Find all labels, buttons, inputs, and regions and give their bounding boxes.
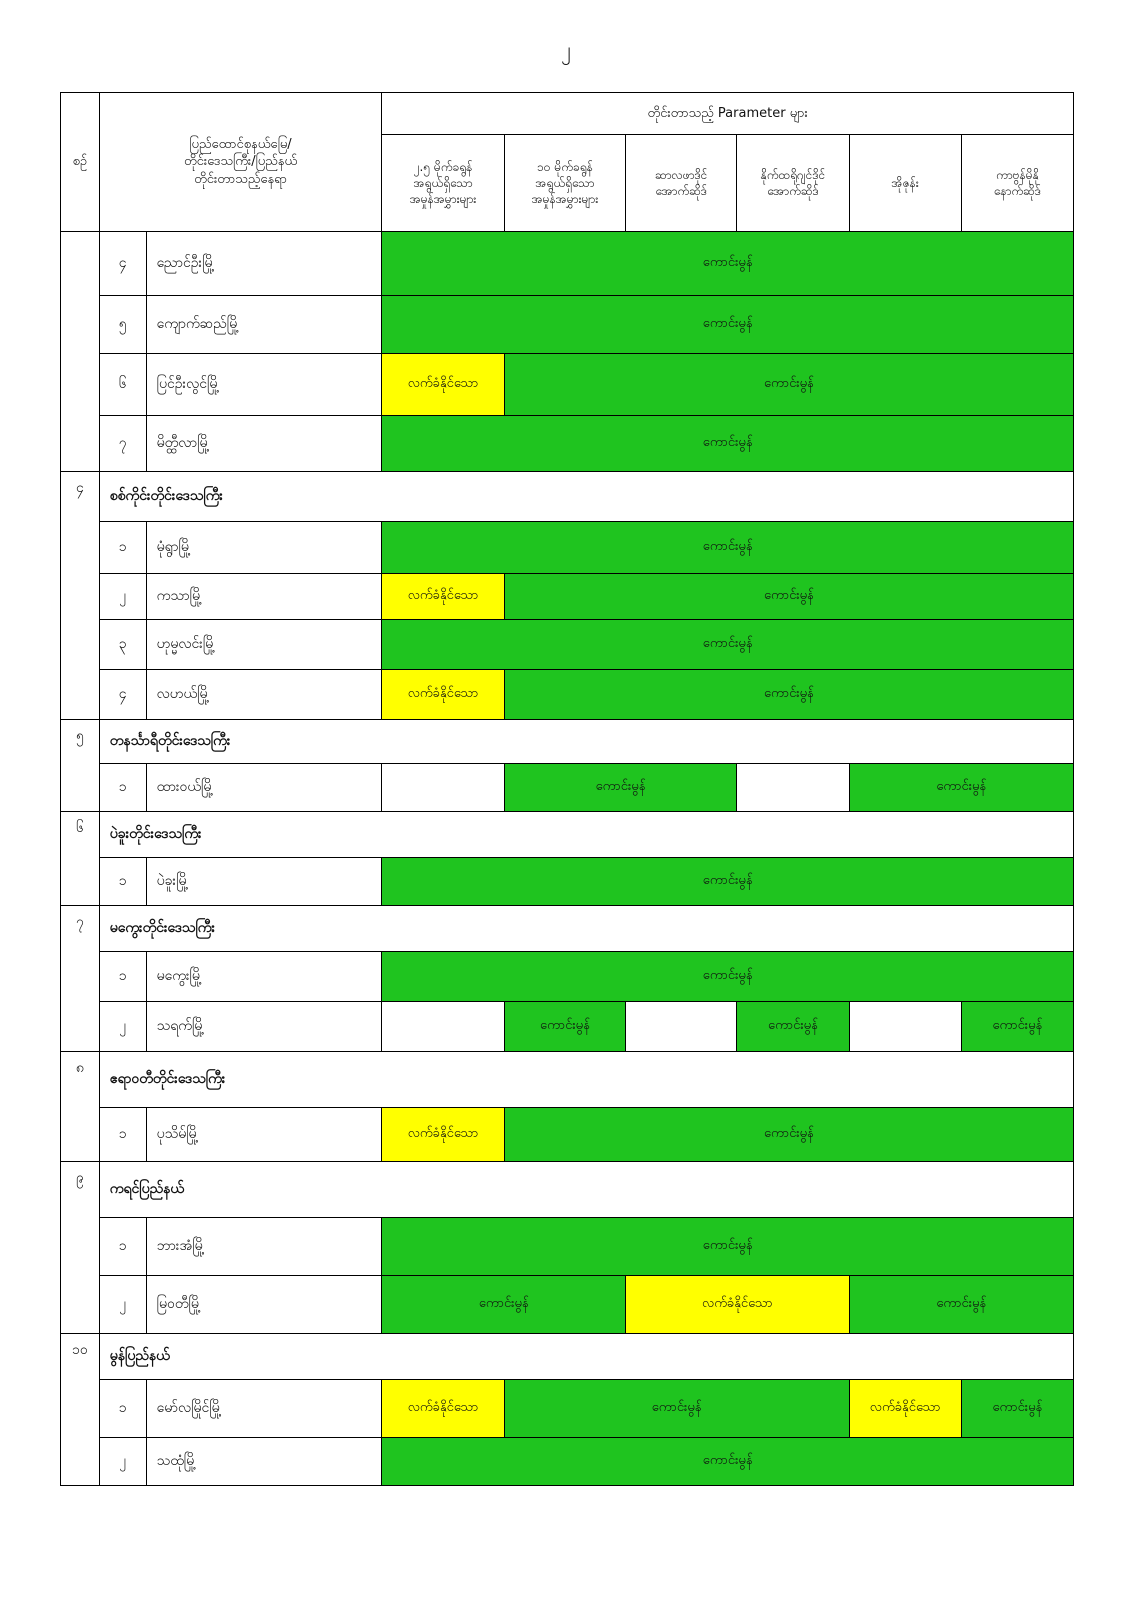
status-cell-good: ကောင်းမွန် <box>382 1438 1074 1486</box>
table-row <box>61 764 1074 812</box>
status-cell-good: ကောင်းမွန် <box>382 296 1074 354</box>
parameter-column-header-line: အိုဇုန်း <box>891 175 919 190</box>
status-cell-good: ကောင်းမွန် <box>382 1276 626 1334</box>
table-row <box>61 354 1074 416</box>
table-row <box>61 574 1074 620</box>
parameter-column-header <box>626 135 737 232</box>
status-cell-good: ကောင်းမွန် <box>382 416 1074 472</box>
group-number: ၄ <box>61 472 100 720</box>
table-row <box>61 296 1074 354</box>
table-row <box>61 620 1074 670</box>
table-row <box>61 1218 1074 1276</box>
region-title: မွန်ပြည်နယ် <box>99 1334 1073 1380</box>
sub-number: ၁ <box>99 1218 146 1276</box>
parameter-column-header-line: နိုက်ထရိုဂျင်ဒိုင် <box>760 167 826 182</box>
sub-number: ၁ <box>99 522 146 574</box>
sub-number: ၃ <box>99 620 146 670</box>
region-title: စစ်ကိုင်းတိုင်းဒေသကြီး <box>99 472 1073 522</box>
parameter-column-header-line: ၂.၅ မိုက်ခရွန် <box>413 159 473 174</box>
city-name: မုံရွာမြို့ <box>146 522 382 574</box>
table-row <box>61 522 1074 574</box>
city-name: မြဝတီမြို့ <box>146 1276 382 1334</box>
status-cell-good: ကောင်းမွန် <box>961 1002 1073 1052</box>
parameter-column-header-line: နောက်ဆိုဒ် <box>993 184 1041 198</box>
sub-number: ၁ <box>99 1108 146 1162</box>
status-cell-good: ကောင်းမွန် <box>382 1218 1074 1276</box>
group-number: ၈ <box>61 1052 100 1162</box>
sub-number: ၂ <box>99 574 146 620</box>
sub-number: ၄ <box>99 670 146 720</box>
status-cell-good: ကောင်းမွန် <box>961 1380 1073 1438</box>
status-cell-moderate: လက်ခံနိုင်သော <box>849 1380 961 1438</box>
sub-number: ၁ <box>99 952 146 1002</box>
city-name: မကွေးမြို့ <box>146 952 382 1002</box>
city-name: ကသာမြို့ <box>146 574 382 620</box>
city-name: ပဲခူးမြို့ <box>146 858 382 906</box>
city-name: မော်လမြိုင်မြို့ <box>146 1380 382 1438</box>
group-number: ၁၀ <box>61 1334 100 1486</box>
table-row <box>61 232 1074 296</box>
location-header-line1: ပြည်ထောင်စုနယ်မြေ/ <box>189 136 292 152</box>
status-cell-good: ကောင်းမွန် <box>504 764 737 812</box>
status-cell-good: ကောင်းမွန် <box>504 1002 625 1052</box>
sub-number: ၂ <box>99 1002 146 1052</box>
location-header <box>99 93 382 232</box>
parameter-column-header-line: အရွယ်ရှိသော <box>535 175 595 190</box>
parameter-column-header-line: ဆာလဖာဒိုင် <box>654 167 708 182</box>
city-name: ထားဝယ်မြို့ <box>146 764 382 812</box>
parameter-column-header <box>382 135 504 232</box>
region-title: ဧရာဝတီတိုင်းဒေသကြီး <box>99 1052 1073 1108</box>
sub-number: ၂ <box>99 1438 146 1486</box>
city-name: သထုံမြို့ <box>146 1438 382 1486</box>
serial-header: စဉ် <box>61 93 100 232</box>
status-cell-moderate: လက်ခံနိုင်သော <box>626 1276 849 1334</box>
status-cell-moderate: လက်ခံနိုင်သော <box>382 670 504 720</box>
status-cell-good: ကောင်းမွန် <box>849 764 1073 812</box>
table-row <box>61 1380 1074 1438</box>
group-row <box>61 812 1074 858</box>
status-cell-good: ကောင်းမွန် <box>382 952 1074 1002</box>
group-row <box>61 720 1074 764</box>
group-row <box>61 1052 1074 1108</box>
parameter-column-header-line: ကာဗွန်မိုနို <box>995 167 1039 182</box>
status-cell-good: ကောင်းမွန် <box>382 522 1074 574</box>
status-cell-empty <box>626 1002 737 1052</box>
status-cell-good: ကောင်းမွန် <box>382 232 1074 296</box>
status-cell-empty <box>737 764 849 812</box>
status-cell-moderate: လက်ခံနိုင်သော <box>382 1108 504 1162</box>
status-cell-good: ကောင်းမွန် <box>504 354 1073 416</box>
group-row <box>61 1162 1074 1218</box>
region-title: မကွေးတိုင်းဒေသကြီး <box>99 906 1073 952</box>
status-cell-good: ကောင်းမွန် <box>504 1380 849 1438</box>
group-row <box>61 906 1074 952</box>
status-cell-good: ကောင်းမွန် <box>504 1108 1073 1162</box>
status-cell-good: ကောင်းမွန် <box>504 574 1073 620</box>
region-title: ကရင်ပြည်နယ် <box>99 1162 1073 1218</box>
status-cell-moderate: လက်ခံနိုင်သော <box>382 1380 504 1438</box>
parameter-column-header-line: ၁၀ မိုက်ခရွန် <box>537 159 593 174</box>
sub-number: ၇ <box>99 416 146 472</box>
parameter-column-header <box>849 135 961 232</box>
parameter-column-header <box>961 135 1073 232</box>
sub-number: ၂ <box>99 1276 146 1334</box>
sub-number: ၅ <box>99 296 146 354</box>
parameter-column-header-line: အောက်ဆိုဒ် <box>655 184 708 198</box>
city-name: မိတ္ထီလာမြို့ <box>146 416 382 472</box>
region-title: ပဲခူးတိုင်းဒေသကြီး <box>99 812 1073 858</box>
city-name: ပုသိမ်မြို့ <box>146 1108 382 1162</box>
table-row <box>61 1276 1074 1334</box>
parameter-column-header-line: အောက်ဆိုဒ် <box>767 184 819 198</box>
air-quality-table <box>60 92 1074 1486</box>
sub-number: ၁ <box>99 858 146 906</box>
sub-number: ၁ <box>99 764 146 812</box>
status-cell-good: ကောင်းမွန် <box>504 670 1073 720</box>
group-row <box>61 1334 1074 1380</box>
group-number: ၉ <box>61 1162 100 1334</box>
city-name: ညောင်ဦးမြို့ <box>146 232 382 296</box>
table-row <box>61 1002 1074 1052</box>
parameter-column-header-line: အမှုန်အမွှားများ <box>409 192 477 207</box>
city-name: လဟယ်မြို့ <box>146 670 382 720</box>
parameter-column-header <box>504 135 625 232</box>
status-cell-empty <box>382 764 504 812</box>
parameter-column-header-line: အမှုန်အမွှားများ <box>531 192 599 207</box>
status-cell-good: ကောင်းမွန် <box>849 1276 1073 1334</box>
status-cell-moderate: လက်ခံနိုင်သော <box>382 574 504 620</box>
group-number: ၆ <box>61 812 100 906</box>
group-row <box>61 472 1074 522</box>
parameter-column-header-line: အရွယ်ရှိသော <box>413 175 473 190</box>
table-row <box>61 1108 1074 1162</box>
table-row <box>61 952 1074 1002</box>
parameter-column-header <box>737 135 849 232</box>
city-name: ပြင်ဦးလွင်မြို့ <box>146 354 382 416</box>
table-row <box>61 416 1074 472</box>
sub-number: ၆ <box>99 354 146 416</box>
status-cell-moderate: လက်ခံနိုင်သော <box>382 354 504 416</box>
sub-number: ၁ <box>99 1380 146 1438</box>
region-title: တနင်္သာရီတိုင်းဒေသကြီး <box>99 720 1073 764</box>
sub-number: ၄ <box>99 232 146 296</box>
status-cell-empty <box>849 1002 961 1052</box>
city-name: သရက်မြို့ <box>146 1002 382 1052</box>
location-header-line2: တိုင်းဒေသကြီး/ပြည်နယ် <box>183 154 298 170</box>
table-row <box>61 858 1074 906</box>
city-name: ဟုမ္မလင်းမြို့ <box>146 620 382 670</box>
group-number <box>61 232 100 472</box>
table-row <box>61 670 1074 720</box>
group-number: ၅ <box>61 720 100 812</box>
status-cell-good: ကောင်းမွန် <box>382 858 1074 906</box>
city-name: ဘားအံမြို့ <box>146 1218 382 1276</box>
status-cell-empty <box>382 1002 504 1052</box>
group-number: ၇ <box>61 906 100 1052</box>
location-header-line3: တိုင်းတာသည့်နေရာ <box>194 171 287 187</box>
city-name: ကျောက်ဆည်မြို့ <box>146 296 382 354</box>
status-cell-good: ကောင်းမွန် <box>382 620 1074 670</box>
page-number: ၂ <box>561 37 571 61</box>
parameters-header: တိုင်းတာသည့် Parameter များ <box>382 93 1074 135</box>
table-row <box>61 1438 1074 1486</box>
status-cell-good: ကောင်းမွန် <box>737 1002 849 1052</box>
